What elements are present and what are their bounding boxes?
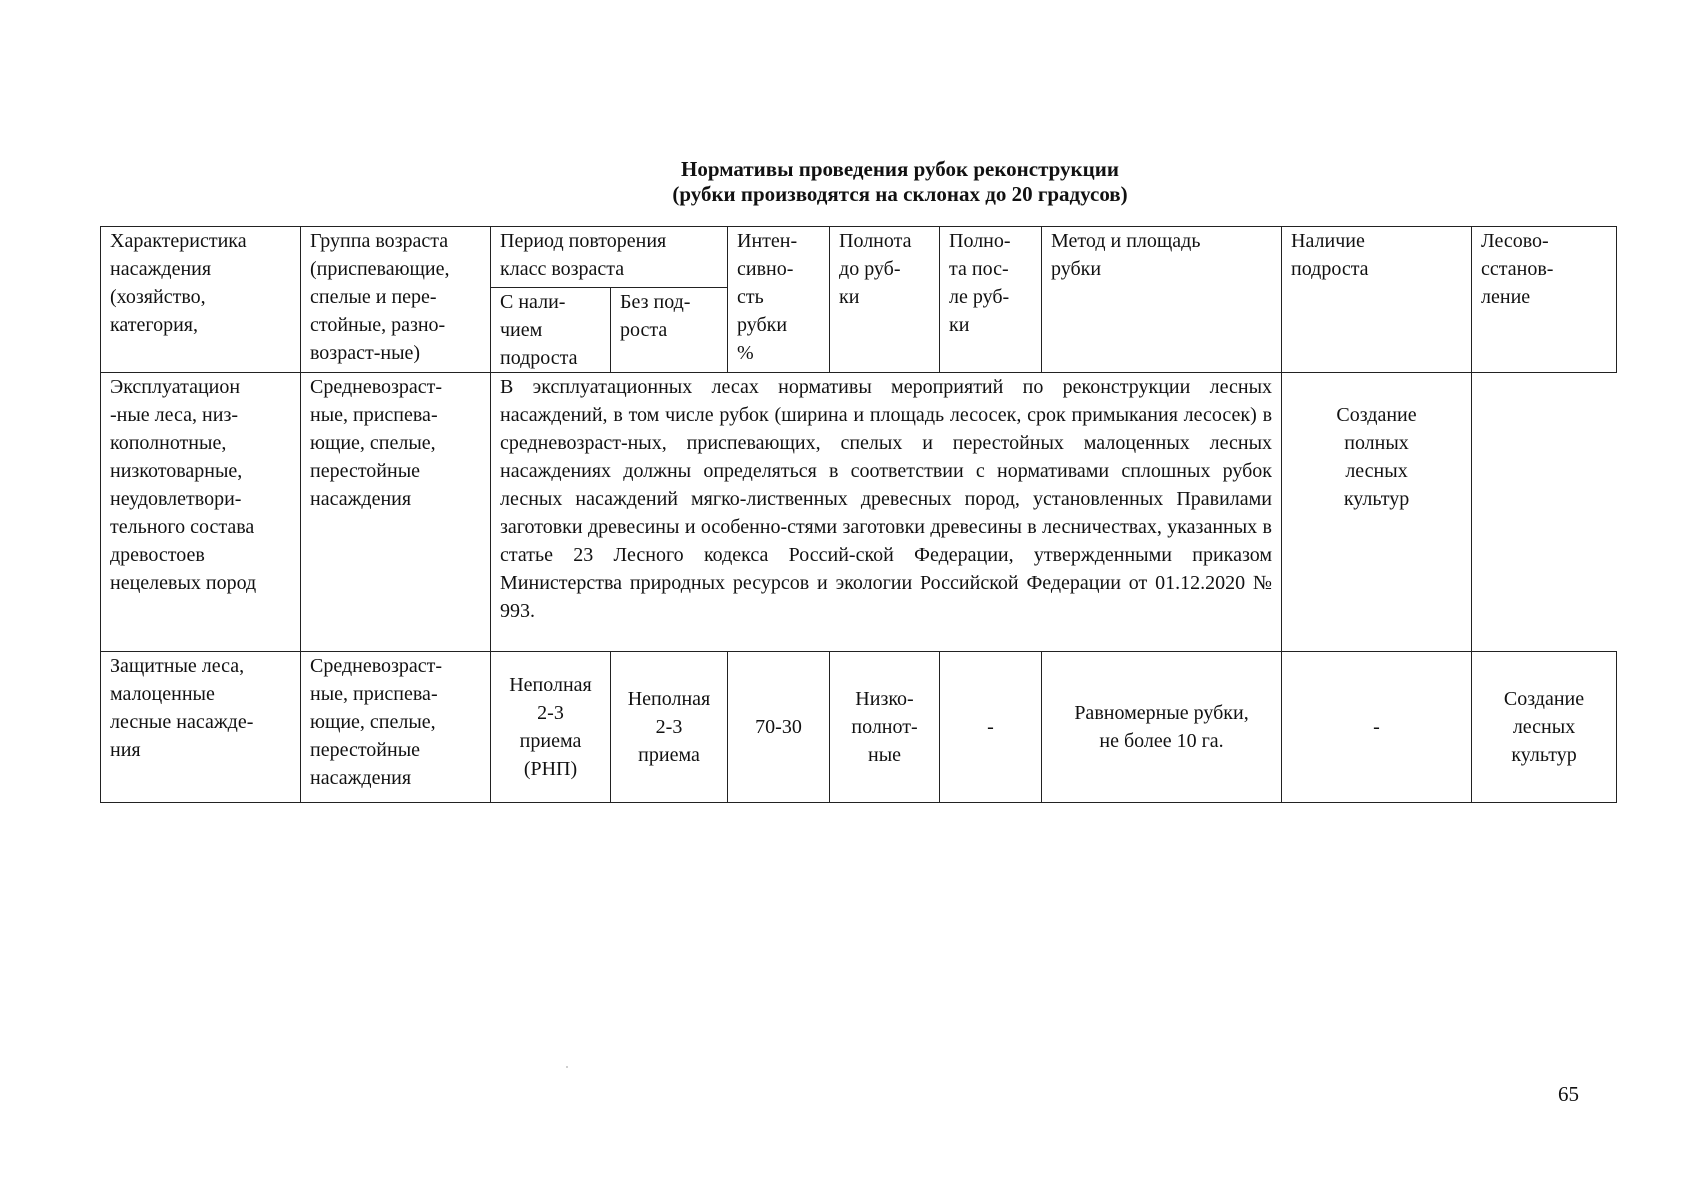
cell-exploitation-note: В эксплуатационных лесах нормативы мероприятий по реконструкции лесных насаждений, в том числе рубок (ширина и площадь лесосек, срок примыкания лесосек) в средневозраст-ных, приспевающих, спелых и перестойных малоценных лесных насаждениях должны определяться в соответствии с нормативами сплошных рубок лесных насаждений мягко-лиственных древесных пород, установленных Правилами заготовки древесины и особенно-стями заготовки древесины в лесничествах, указанных в статье 23 Лесного кодекса Россий-ской Федерации, утвержденными приказом Министерства природных ресурсов и экологии Российской Федерации от 01.12.2020 № 993. [491, 373, 1282, 652]
page-number: 65 [1558, 1082, 1579, 1106]
cell-reforestation: Создание лесных культур [1472, 652, 1617, 803]
header-without-undergrowth: Без под- роста [611, 288, 728, 373]
header-density-before: Полнота до руб- ки [830, 227, 940, 373]
header-density-after: Полно- та пос- ле руб- ки [940, 227, 1042, 373]
cell-characteristic: Защитные леса, малоценные лесные насажде- ния [101, 652, 301, 803]
header-age-group: Группа возраста (приспевающие, спелые и пере- стойные, разно- возраст-ные) [301, 227, 491, 373]
document-title [0, 157, 1698, 207]
table-row-exploitation [101, 373, 1617, 652]
header-intensity: Интен- сивно- сть рубки % [728, 227, 830, 373]
header-with-undergrowth: С нали- чием подроста [491, 288, 611, 373]
header-method: Метод и площадь рубки [1042, 227, 1282, 373]
header-row [101, 227, 1617, 288]
felling-norms-table [100, 226, 1617, 803]
cell-characteristic: Эксплуатацион -ные леса, низ- кополнотные, низкотоварные, неудовлетвори- тельного состава древостоев нецелевых пород [101, 373, 301, 652]
scan-speck [566, 1066, 568, 1068]
cell-without-undergrowth: Неполная 2-3 приема [611, 652, 728, 803]
header-period: Период повторения класс возраста [491, 227, 728, 288]
header-characteristic: Характеристика насаждения (хозяйство, категория, [101, 227, 301, 373]
header-reforestation: Лесово- сстанов- ление [1472, 227, 1617, 373]
cell-with-undergrowth: Неполная 2-3 приема (РНП) [491, 652, 611, 803]
cell-density-after: - [940, 652, 1042, 803]
cell-reforestation: Создание полных лесных культур [1282, 373, 1472, 652]
cell-density-before: Низко- полнот- ные [830, 652, 940, 803]
cell-age-group: Средневозраст- ные, приспева- ющие, спелые, перестойные насаждения [301, 652, 491, 803]
title-line-1: Нормативы проведения рубок реконструкции [681, 157, 1119, 181]
header-undergrowth: Наличие подроста [1282, 227, 1472, 373]
cell-age-group: Средневозраст- ные, приспева- ющие, спелые, перестойные насаждения [301, 373, 491, 652]
table-row-protective [101, 652, 1617, 803]
cell-intensity: 70-30 [728, 652, 830, 803]
cell-method: Равномерные рубки, не более 10 га. [1042, 652, 1282, 803]
title-line-2: (рубки производятся на склонах до 20 градусов) [672, 182, 1128, 206]
cell-undergrowth: - [1282, 652, 1472, 803]
